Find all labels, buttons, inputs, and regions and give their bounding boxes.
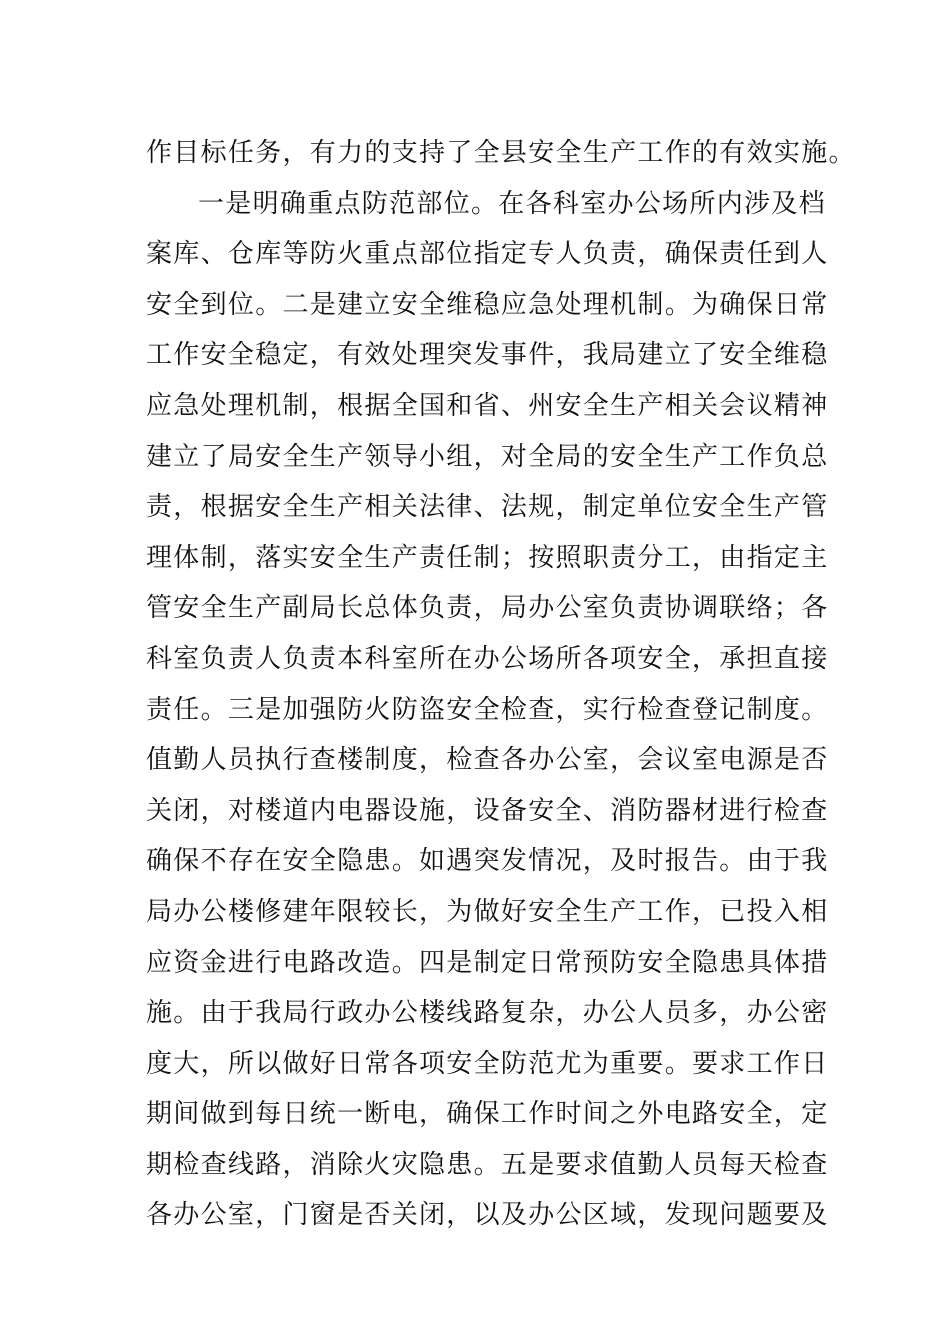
text-line: 作目标任务，有力的支持了全县安全生产工作的有效实施。 bbox=[146, 138, 856, 168]
text-line: 责，根据安全生产相关法律、法规，制定单位安全生产管 bbox=[146, 492, 829, 523]
text-line: 应急处理机制，根据全国和省、州安全生产相关会议精神 bbox=[146, 390, 829, 421]
text-line: 期间做到每日统一断电，确保工作时间之外电路安全，定 bbox=[146, 1099, 829, 1130]
text-line: 施。由于我局行政办公楼线路复杂，办公人员多，办公密 bbox=[146, 998, 829, 1029]
text-line: 责任。三是加强防火防盗安全检查，实行检查登记制度。 bbox=[146, 694, 829, 725]
text-line: 值勤人员执行查楼制度，检查各办公室，会议室电源是否 bbox=[146, 745, 829, 776]
text-line: 期检查线路，消除火灾隐患。五是要求值勤人员每天检查 bbox=[146, 1149, 829, 1180]
text-line: 工作安全稳定，有效处理突发事件，我局建立了安全维稳 bbox=[146, 340, 829, 371]
text-line: 理体制，落实安全生产责任制；按照职责分工，由指定主 bbox=[146, 542, 829, 573]
body-text bbox=[146, 128, 856, 1241]
text-line: 一是明确重点防范部位。在各科室办公场所内涉及档 bbox=[198, 188, 826, 219]
text-line: 局办公楼修建年限较长，为做好安全生产工作，已投入相 bbox=[146, 896, 829, 927]
text-line: 案库、仓库等防火重点部位指定专人负责，确保责任到人 bbox=[146, 239, 829, 270]
text-line: 应资金进行电路改造。四是制定日常预防安全隐患具体措 bbox=[146, 947, 829, 978]
text-line: 确保不存在安全隐患。如遇突发情况，及时报告。由于我 bbox=[146, 846, 829, 877]
text-line: 各办公室，门窗是否关闭，以及办公区域，发现问题要及 bbox=[146, 1200, 829, 1231]
text-line: 度大，所以做好日常各项安全防范尤为重要。要求工作日 bbox=[146, 1048, 829, 1079]
text-line: 管安全生产副局长总体负责，局办公室负责协调联络；各 bbox=[146, 593, 829, 624]
text-line: 建立了局安全生产领导小组，对全局的安全生产工作负总 bbox=[146, 441, 829, 472]
text-line: 科室负责人负责本科室所在办公场所各项安全，承担直接 bbox=[146, 643, 829, 674]
text-line: 安全到位。二是建立安全维稳应急处理机制。为确保日常 bbox=[146, 289, 829, 320]
text-line: 关闭，对楼道内电器设施，设备安全、消防器材进行检查 bbox=[146, 795, 829, 826]
